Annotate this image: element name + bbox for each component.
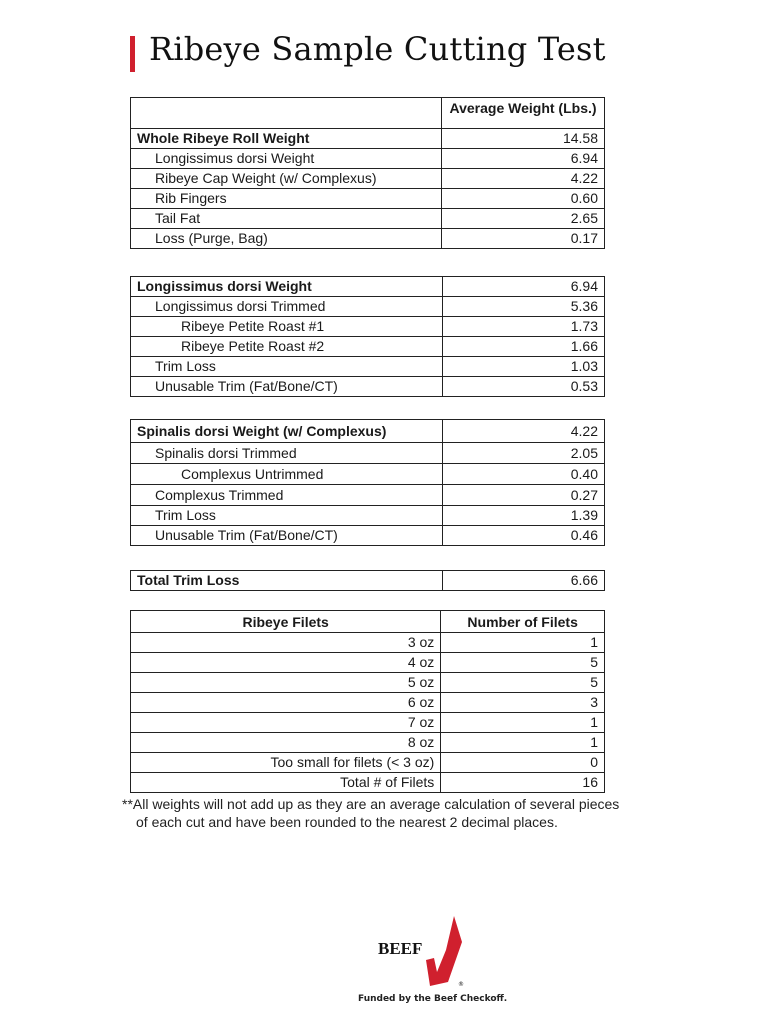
row-value: 14.58 bbox=[442, 129, 605, 149]
row-label: Ribeye Cap Weight (w/ Complexus) bbox=[131, 169, 442, 189]
row-label: Trim Loss bbox=[131, 357, 443, 377]
filets-column-header: Ribeye Filets bbox=[131, 611, 441, 633]
whole-ribeye-table bbox=[130, 97, 605, 249]
row-label: Complexus Untrimmed bbox=[131, 464, 443, 485]
registered-mark: ® bbox=[458, 981, 464, 988]
row-label: 5 oz bbox=[131, 673, 441, 693]
row-label: 7 oz bbox=[131, 713, 441, 733]
table-row bbox=[131, 485, 605, 506]
table-row bbox=[131, 653, 605, 673]
longissimus-dorsi-table bbox=[130, 276, 605, 397]
row-value: 1.73 bbox=[443, 317, 605, 337]
row-value: 5.36 bbox=[443, 297, 605, 317]
row-value: 1.03 bbox=[443, 357, 605, 377]
row-value: 6.94 bbox=[442, 149, 605, 169]
row-label: Unusable Trim (Fat/Bone/CT) bbox=[131, 377, 443, 397]
row-label: Whole Ribeye Roll Weight bbox=[131, 129, 442, 149]
row-label: Longissimus dorsi Weight bbox=[131, 149, 442, 169]
row-value: 16 bbox=[441, 773, 605, 793]
row-value: 1.66 bbox=[443, 337, 605, 357]
row-label: Spinalis dorsi Weight (w/ Complexus) bbox=[131, 420, 443, 443]
table-row bbox=[131, 773, 605, 793]
row-value: 2.05 bbox=[443, 443, 605, 464]
footnote-line-2: of each cut and have been rounded to the nearest 2 decimal places. bbox=[136, 814, 558, 830]
table-row bbox=[131, 229, 605, 249]
row-label: Loss (Purge, Bag) bbox=[131, 229, 442, 249]
row-label: Total # of Filets bbox=[131, 773, 441, 793]
page-title: Ribeye Sample Cutting Test bbox=[149, 30, 606, 68]
row-value: 1 bbox=[441, 633, 605, 653]
number-column-header: Number of Filets bbox=[441, 611, 605, 633]
row-value: 0.27 bbox=[443, 485, 605, 506]
row-label: Rib Fingers bbox=[131, 189, 442, 209]
row-label: 8 oz bbox=[131, 733, 441, 753]
row-label: Longissimus dorsi Trimmed bbox=[131, 297, 443, 317]
table-row bbox=[131, 443, 605, 464]
table-header-row bbox=[131, 611, 605, 633]
table-row bbox=[131, 209, 605, 229]
row-label: Longissimus dorsi Weight bbox=[131, 277, 443, 297]
footnote-line-1: **All weights will not add up as they are an average calculation of several pieces bbox=[122, 796, 620, 812]
row-label: Total Trim Loss bbox=[131, 571, 443, 591]
row-label: Complexus Trimmed bbox=[131, 485, 443, 506]
row-value: 0.53 bbox=[443, 377, 605, 397]
row-value: 1 bbox=[441, 733, 605, 753]
table-row bbox=[131, 673, 605, 693]
table-row bbox=[131, 464, 605, 485]
row-label: Too small for filets (< 3 oz) bbox=[131, 753, 441, 773]
row-label: Ribeye Petite Roast #1 bbox=[131, 317, 443, 337]
table-row bbox=[131, 633, 605, 653]
red-checkmark-shape bbox=[426, 916, 462, 986]
table-row bbox=[131, 713, 605, 733]
row-value: 0.46 bbox=[443, 526, 605, 546]
table-row bbox=[131, 571, 605, 591]
table-row bbox=[131, 149, 605, 169]
row-label: 6 oz bbox=[131, 693, 441, 713]
logo-text: BEEF bbox=[378, 939, 423, 958]
row-value: 1 bbox=[441, 713, 605, 733]
row-value: 6.94 bbox=[443, 277, 605, 297]
row-label: Trim Loss bbox=[131, 506, 443, 526]
table-row bbox=[131, 506, 605, 526]
row-value: 0 bbox=[441, 753, 605, 773]
row-value: 6.66 bbox=[442, 571, 604, 591]
total-trim-loss-table bbox=[130, 570, 605, 591]
row-value: 0.40 bbox=[443, 464, 605, 485]
table-row bbox=[131, 129, 605, 149]
row-value: 4.22 bbox=[442, 169, 605, 189]
row-value: 3 bbox=[441, 693, 605, 713]
table-row bbox=[131, 526, 605, 546]
empty-header-cell bbox=[131, 98, 442, 129]
table-row bbox=[131, 733, 605, 753]
row-value: 5 bbox=[441, 653, 605, 673]
average-weight-header: Average Weight (Lbs.) bbox=[442, 98, 605, 129]
spinalis-dorsi-table bbox=[130, 419, 605, 546]
row-value: 2.65 bbox=[442, 209, 605, 229]
title-accent-bar bbox=[130, 36, 135, 72]
row-label: 3 oz bbox=[131, 633, 441, 653]
row-label: Ribeye Petite Roast #2 bbox=[131, 337, 443, 357]
footnote bbox=[122, 795, 682, 831]
row-label: 4 oz bbox=[131, 653, 441, 673]
table-row bbox=[131, 297, 605, 317]
row-label: Unusable Trim (Fat/Bone/CT) bbox=[131, 526, 443, 546]
funded-by-text: Funded by the Beef Checkoff. bbox=[358, 994, 508, 1004]
table-row bbox=[131, 377, 605, 397]
row-value: 4.22 bbox=[443, 420, 605, 443]
ribeye-filets-table bbox=[130, 610, 605, 793]
beef-checkmark-logo bbox=[370, 912, 490, 992]
row-value: 1.39 bbox=[443, 506, 605, 526]
table-row bbox=[131, 169, 605, 189]
table-row bbox=[131, 189, 605, 209]
table-row bbox=[131, 420, 605, 443]
row-value: 5 bbox=[441, 673, 605, 693]
row-label: Tail Fat bbox=[131, 209, 442, 229]
table-header-row bbox=[131, 98, 605, 129]
table-row bbox=[131, 357, 605, 377]
table-row bbox=[131, 277, 605, 297]
row-value: 0.60 bbox=[442, 189, 605, 209]
table-row bbox=[131, 337, 605, 357]
table-row bbox=[131, 693, 605, 713]
row-label: Spinalis dorsi Trimmed bbox=[131, 443, 443, 464]
table-row bbox=[131, 317, 605, 337]
table-row bbox=[131, 753, 605, 773]
row-value: 0.17 bbox=[442, 229, 605, 249]
